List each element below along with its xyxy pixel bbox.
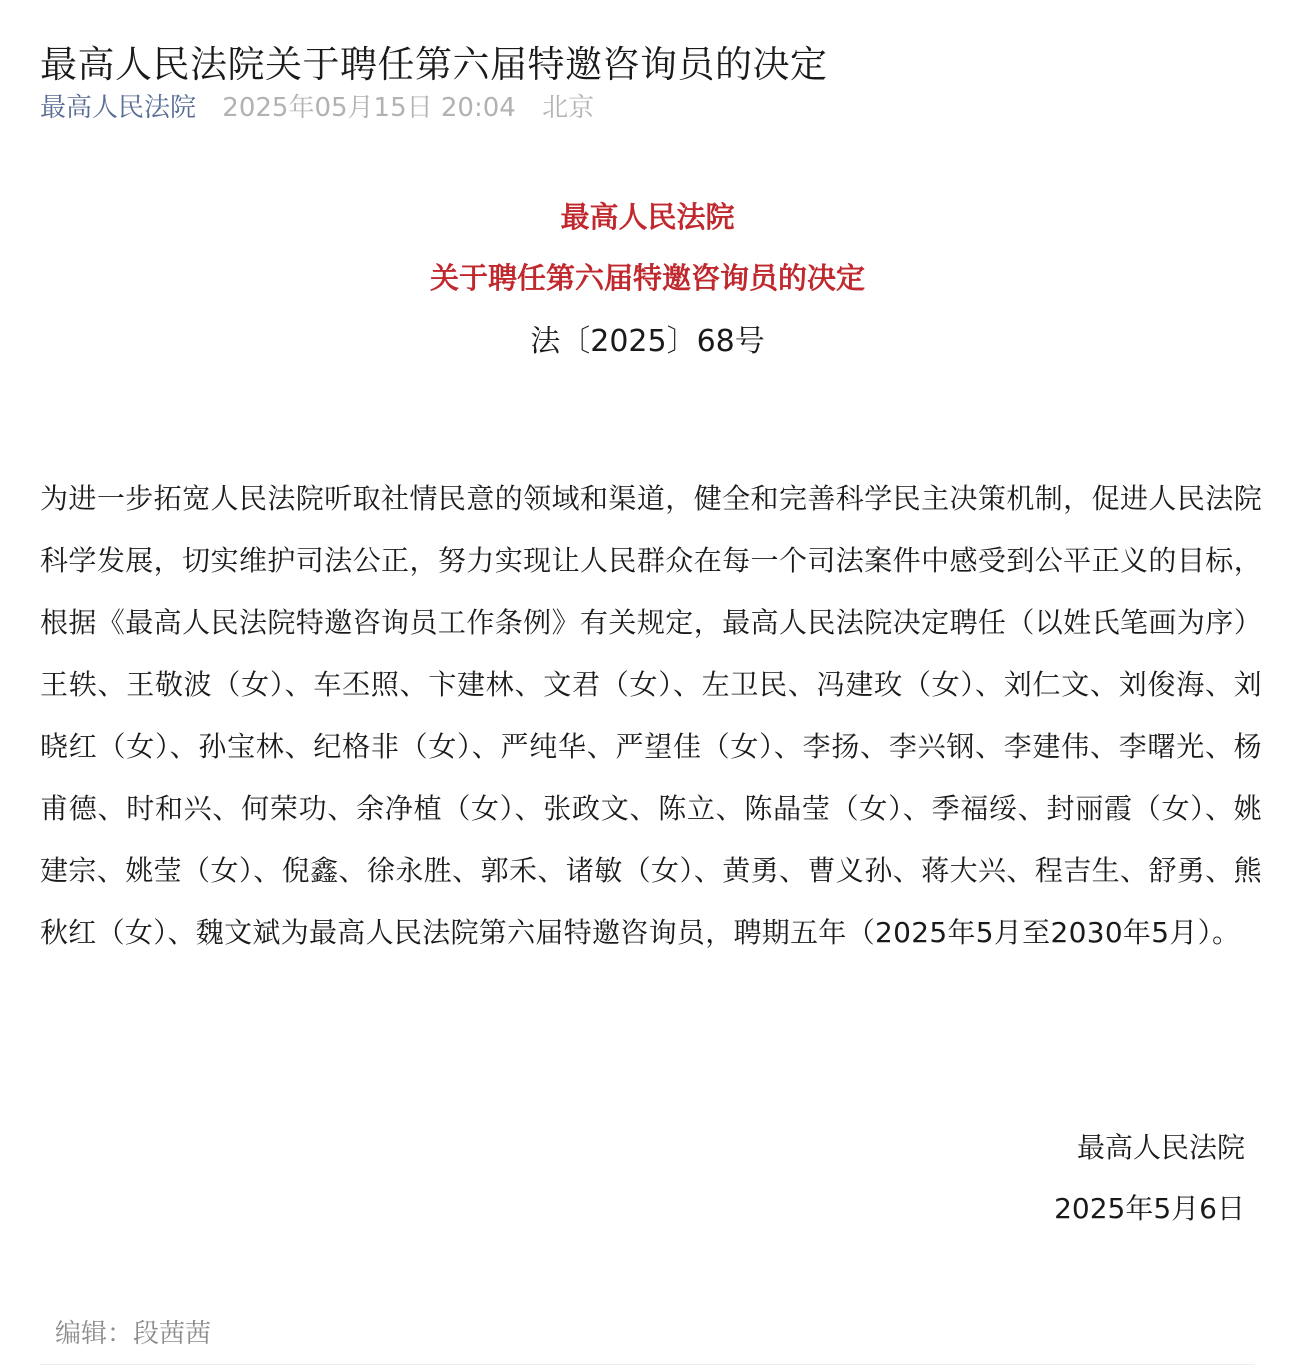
publish-location: 北京 (542, 93, 595, 123)
footer-divider (40, 1364, 1255, 1365)
signature-org: 最高人民法院 (1076, 1131, 1245, 1164)
source-account-link[interactable]: 最高人民法院 (40, 93, 197, 123)
article-meta (40, 88, 594, 128)
document-subject-heading: 关于聘任第六届特邀咨询员的决定 (429, 261, 865, 295)
document-number: 法〔2025〕68号 (530, 324, 765, 359)
article-title: 最高人民法院关于聘任第六届特邀咨询员的决定 (40, 42, 828, 86)
publish-time: 2025年05月15日 20:04 (222, 93, 516, 123)
editor-credit: 编辑：段茜茜 (55, 1319, 212, 1349)
document-body: 为进一步拓宽人民法院听取社情民意的领域和渠道，健全和完善科学民主决策机制，促进人民法院科学发展，切实维护司法公正，努力实现让人民群众在每一个司法案件中感受到公平正义的目标，根据《最高人民法院特邀咨询员工作条例》有关规定，最高人民法院决定聘任（以姓氏笔画为序）王轶、王敬波（女）、车丕照、卞建林、文君（女）、左卫民、冯建玫（女）、刘仁文、刘俊海、刘晓红（女）、孙宝林、纪格非（女）、严纯华、严望佳（女）、李扬、李兴钢、李建伟、李曙光、杨甫德、时和兴、何荣功、余净植（女）、张政文、陈立、陈晶莹（女）、季福绥、封丽霞（女）、姚建宗、姚莹（女）、倪鑫、徐永胜、郭禾、诸敏（女）、黄勇、曹义孙、蒋大兴、程吉生、舒勇、熊秋红（女）、魏文斌为最高人民法院第六届特邀咨询员，聘期五年（2025年5月至2030年5月）。 (40, 482, 1262, 949)
document-org-heading: 最高人民法院 (560, 200, 735, 234)
signature-date: 2025年5月6日 (1054, 1192, 1245, 1225)
